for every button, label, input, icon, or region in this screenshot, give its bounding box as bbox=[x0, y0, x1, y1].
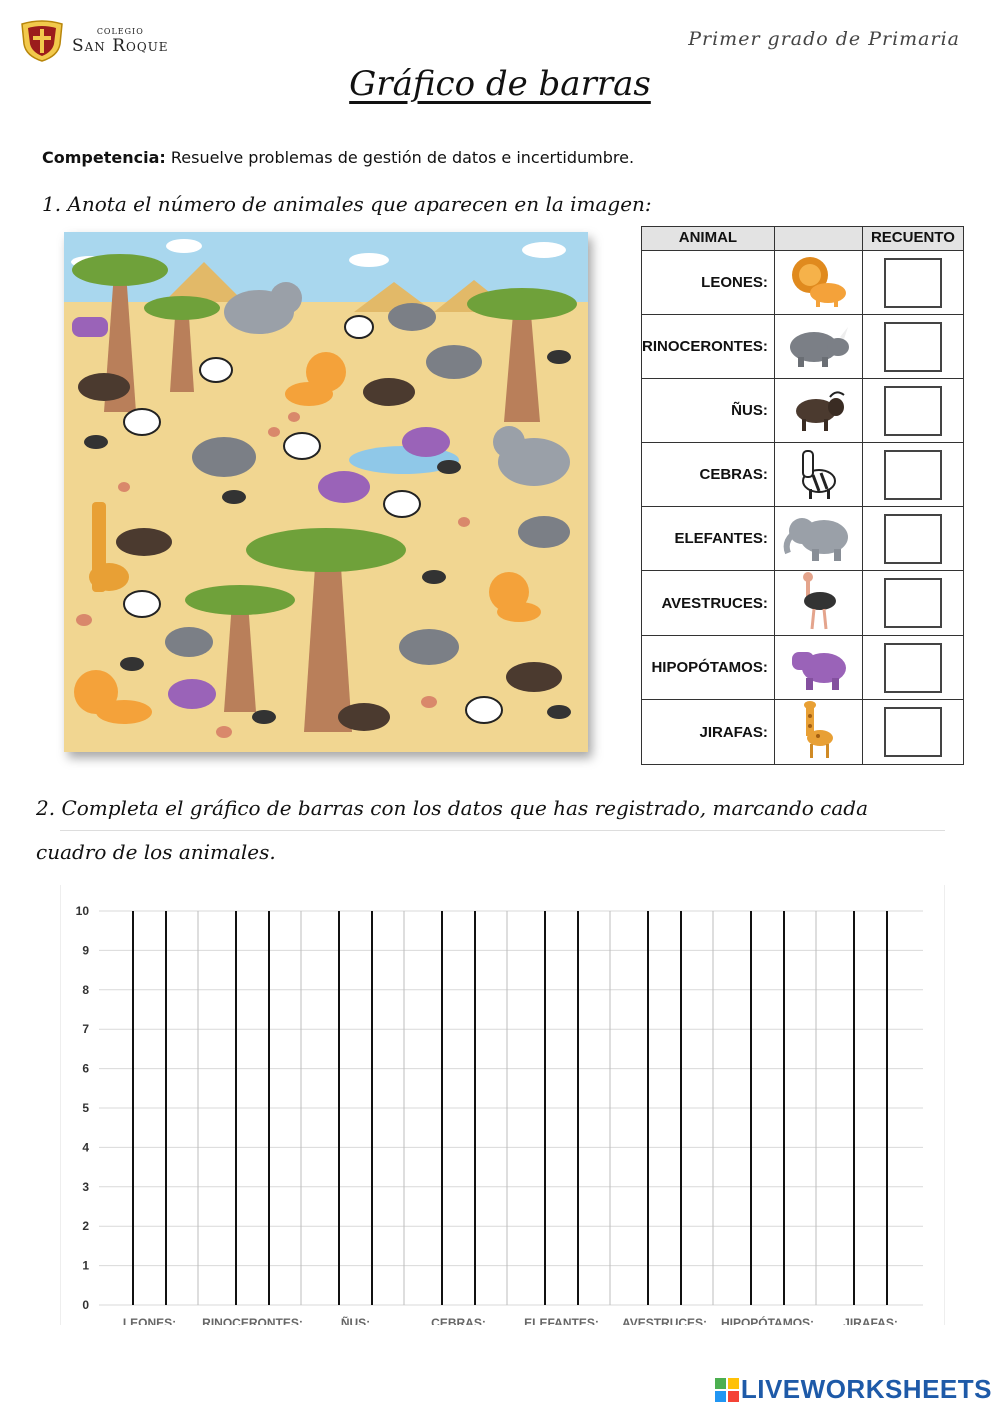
table-row bbox=[642, 571, 964, 636]
elephant-icon bbox=[782, 509, 854, 565]
question-2-line1: 2. Completa el gráfico de barras con los datos que has registrado, marcando cada bbox=[36, 796, 869, 820]
competencia-text: Resuelve problemas de gestión de datos e incertidumbre. bbox=[170, 148, 635, 167]
hippo-icon bbox=[786, 638, 850, 694]
row-label-jirafas: JIRAFAS: bbox=[642, 700, 775, 765]
x-tick-label: HIPOPÓTAMOS: bbox=[720, 1316, 815, 1325]
liveworksheets-logo-icon bbox=[715, 1378, 739, 1402]
header-animal: ANIMAL bbox=[642, 227, 775, 251]
table-row bbox=[642, 315, 964, 379]
count-box-avestruces[interactable] bbox=[884, 578, 942, 628]
lion-icon bbox=[788, 253, 848, 309]
competencia bbox=[42, 148, 634, 167]
ostrich-icon bbox=[796, 571, 840, 631]
count-box-nus[interactable] bbox=[884, 386, 942, 436]
y-tick-label: 9 bbox=[82, 943, 89, 958]
question-2-line2: cuadro de los animales. bbox=[36, 840, 276, 864]
page-title-wrap bbox=[0, 64, 1000, 104]
tally-table bbox=[641, 226, 964, 765]
school-crest-icon bbox=[18, 20, 66, 62]
row-label-cebras: CEBRAS: bbox=[642, 443, 775, 507]
y-tick-label: 7 bbox=[82, 1022, 89, 1037]
table-row bbox=[642, 636, 964, 700]
count-box-jirafas[interactable] bbox=[884, 707, 942, 757]
table-row bbox=[642, 700, 964, 765]
school-small-label: COLEGIO bbox=[96, 26, 144, 36]
savanna-scene bbox=[64, 232, 588, 752]
school-logo bbox=[18, 20, 169, 62]
bar-chart-svg[interactable] bbox=[61, 885, 946, 1325]
count-box-elefantes[interactable] bbox=[884, 514, 942, 564]
liveworksheets-brand bbox=[715, 1374, 992, 1405]
table-row bbox=[642, 251, 964, 315]
bar-chart bbox=[60, 885, 945, 1325]
y-tick-label: 10 bbox=[75, 904, 89, 918]
question-2-divider bbox=[60, 830, 945, 831]
count-box-leones[interactable] bbox=[884, 258, 942, 308]
y-tick-label: 1 bbox=[82, 1258, 89, 1273]
count-box-rinocerontes[interactable] bbox=[884, 322, 942, 372]
x-tick-label: JIRAFAS: bbox=[843, 1316, 898, 1325]
table-row bbox=[642, 507, 964, 571]
wildebeest-icon bbox=[788, 381, 848, 437]
y-tick-label: 4 bbox=[82, 1140, 89, 1155]
x-tick-label: ÑUS: bbox=[340, 1316, 371, 1325]
row-label-elefantes: ELEFANTES: bbox=[642, 507, 775, 571]
y-tick-label: 3 bbox=[82, 1179, 89, 1194]
table-row bbox=[642, 443, 964, 507]
x-tick-label: CEBRAS: bbox=[431, 1316, 486, 1325]
competencia-label: Competencia: bbox=[42, 148, 166, 167]
y-tick-label: 2 bbox=[82, 1219, 89, 1234]
grade-label: Primer grado de Primaria bbox=[688, 28, 960, 50]
row-label-hipopotamos: HIPOPÓTAMOS: bbox=[642, 636, 775, 700]
y-tick-label: 0 bbox=[82, 1298, 89, 1312]
x-tick-label: LEONES: bbox=[122, 1316, 177, 1325]
zebra-icon bbox=[793, 445, 843, 501]
x-tick-label: ELEFANTES: bbox=[524, 1316, 599, 1325]
x-tick-label: AVESTRUCES: bbox=[621, 1316, 708, 1325]
x-tick-label: RINOCERONTES: bbox=[202, 1316, 303, 1325]
brand-text: LIVEWORKSHEETS bbox=[740, 1374, 992, 1404]
row-label-leones: LEONES: bbox=[642, 251, 775, 315]
header-picture bbox=[774, 227, 862, 251]
row-label-nus: ÑUS: bbox=[642, 379, 775, 443]
question-1: 1. Anota el número de animales que aparecen en la imagen: bbox=[42, 192, 652, 216]
y-tick-label: 5 bbox=[82, 1101, 89, 1115]
savanna-scene-icon bbox=[64, 232, 588, 752]
page-title: Gráfico de barras bbox=[349, 64, 651, 104]
row-label-rinocerontes: RINOCERONTES: bbox=[642, 315, 775, 379]
tally-header-row bbox=[642, 227, 964, 251]
row-label-avestruces: AVESTRUCES: bbox=[642, 571, 775, 636]
count-box-cebras[interactable] bbox=[884, 450, 942, 500]
count-box-hipopotamos[interactable] bbox=[884, 643, 942, 693]
giraffe-icon bbox=[798, 700, 838, 760]
y-tick-label: 6 bbox=[82, 1061, 89, 1076]
rhino-icon bbox=[786, 317, 850, 373]
table-row bbox=[642, 379, 964, 443]
school-name: San Roque bbox=[72, 35, 169, 56]
header-recuento: RECUENTO bbox=[862, 227, 963, 251]
y-tick-label: 8 bbox=[82, 982, 89, 997]
